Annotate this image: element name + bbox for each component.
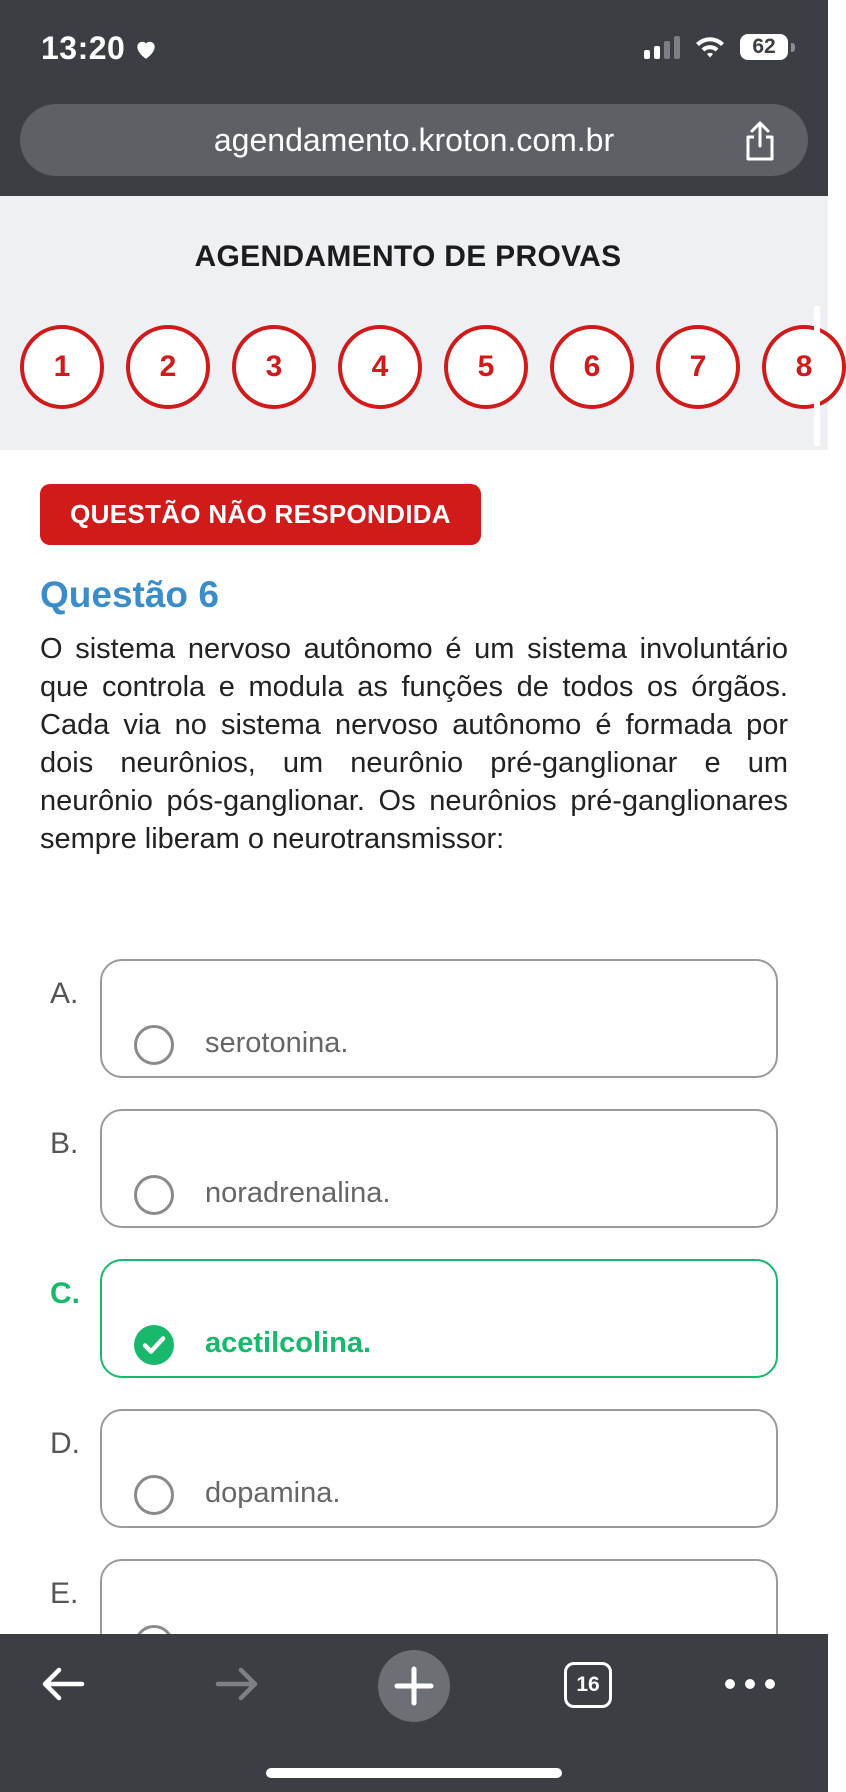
exam-header bbox=[0, 196, 828, 450]
question-text: O sistema nervoso autônomo é um sistema involuntário que controla e modula as funções de todos os órgãos. Cada via no sistema nervoso autônomo é formada por dois neurônios, um neurônio pré-ganglionar e um neurônio pós-ganglionar. Os neurônios pré-ganglionares sempre liberam o neurotransmissor: bbox=[40, 633, 788, 855]
answer-option-b[interactable] bbox=[0, 1109, 828, 1229]
question-number-button[interactable]: 1 bbox=[20, 325, 104, 409]
option-letter: C. bbox=[50, 1277, 80, 1310]
radio-button[interactable] bbox=[134, 1025, 174, 1065]
option-box[interactable] bbox=[100, 959, 778, 1078]
address-bar[interactable] bbox=[20, 104, 808, 176]
answer-option-a[interactable] bbox=[0, 959, 828, 1079]
option-text: acetilcolina. bbox=[205, 1327, 372, 1359]
question-navigator bbox=[20, 325, 813, 409]
option-box[interactable] bbox=[100, 1259, 778, 1378]
battery-level: 62 bbox=[752, 35, 776, 58]
more-icon[interactable] bbox=[724, 1674, 776, 1694]
radio-button[interactable] bbox=[134, 1475, 174, 1515]
share-icon[interactable] bbox=[740, 120, 780, 162]
tab-count: 16 bbox=[576, 1673, 600, 1696]
option-text: serotonina. bbox=[205, 1027, 349, 1059]
question-number-button[interactable]: 6 bbox=[550, 325, 634, 409]
status-time bbox=[41, 30, 159, 67]
answer-option-c[interactable] bbox=[0, 1259, 828, 1379]
check-circle-icon[interactable] bbox=[134, 1325, 174, 1365]
question-number-button[interactable]: 2 bbox=[126, 325, 210, 409]
back-arrow-icon[interactable] bbox=[38, 1660, 88, 1708]
question-number-button[interactable]: 7 bbox=[656, 325, 740, 409]
cellular-signal-icon bbox=[644, 35, 680, 59]
answer-option-d[interactable] bbox=[0, 1409, 828, 1529]
page-title: AGENDAMENTO DE PROVAS bbox=[194, 240, 622, 273]
option-letter: E. bbox=[50, 1577, 79, 1610]
option-box[interactable] bbox=[100, 1409, 778, 1528]
option-text: dopamina. bbox=[205, 1477, 341, 1509]
browser-chrome bbox=[0, 0, 828, 196]
home-indicator bbox=[266, 1768, 562, 1778]
browser-toolbar bbox=[0, 1634, 828, 1792]
radio-button[interactable] bbox=[134, 1175, 174, 1215]
status-time-text: 13:20 bbox=[41, 30, 126, 66]
new-tab-button[interactable] bbox=[378, 1650, 450, 1722]
option-text: noradrenalina. bbox=[205, 1177, 391, 1209]
option-letter: B. bbox=[50, 1127, 79, 1160]
forward-arrow-icon[interactable] bbox=[212, 1660, 262, 1708]
plus-icon bbox=[378, 1650, 450, 1722]
option-box[interactable] bbox=[100, 1109, 778, 1228]
question-number-button[interactable]: 4 bbox=[338, 325, 422, 409]
option-letter: A. bbox=[50, 977, 79, 1010]
url-text[interactable]: agendamento.kroton.com.br bbox=[213, 122, 615, 158]
question-number-button[interactable]: 3 bbox=[232, 325, 316, 409]
status-indicators bbox=[644, 34, 788, 60]
scroll-edge bbox=[814, 306, 820, 446]
question-number-button[interactable]: 8 bbox=[762, 325, 846, 409]
question-number-button[interactable]: 5 bbox=[444, 325, 528, 409]
status-badge: QUESTÃO NÃO RESPONDIDA bbox=[40, 484, 481, 545]
tabs-button[interactable] bbox=[564, 1662, 612, 1708]
wifi-icon bbox=[694, 35, 726, 59]
question-title: Questão 6 bbox=[40, 574, 219, 615]
option-letter: D. bbox=[50, 1427, 80, 1460]
battery-icon bbox=[740, 34, 788, 60]
heart-icon bbox=[133, 36, 159, 62]
